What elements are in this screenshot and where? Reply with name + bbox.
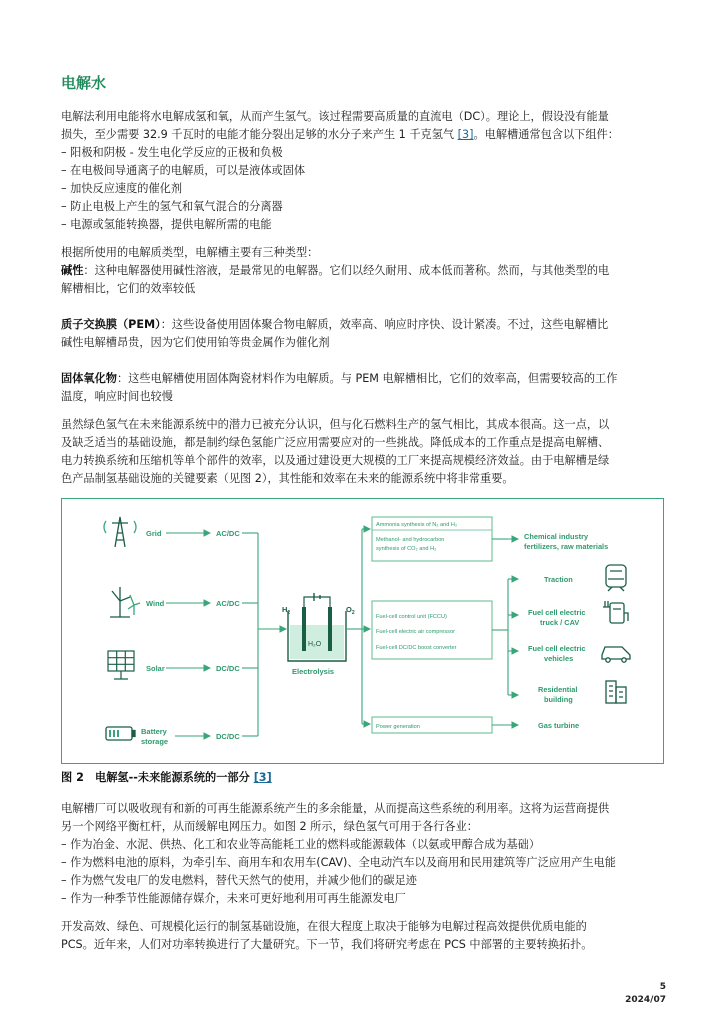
component-item: – 阳极和阴极 - 发生电化学反应的正极和负极	[61, 146, 283, 159]
usage-item: – 作为冶金、水泥、供热、化工和农业等高能耗工业的燃料或能源载体（以氨或甲醇合成为基础）	[61, 838, 541, 851]
intro-line: 电解法利用电能将水电解成氢和氧，从而产生氢气。该过程需要高质量的直流电（DC）。理论上，假设没有能量	[61, 110, 609, 123]
figure-caption	[61, 769, 272, 785]
outlook-line: 电力转换系统和压缩机等单个部件的效率，以及通过建设更大规模的工厂来提高规模经济效益。由于电解槽是绿	[61, 454, 610, 467]
source-grid-label: Grid	[146, 529, 162, 538]
types-intro: 根据所使用的电解质类型，电解槽主要有三种类型：	[61, 246, 319, 259]
methanol-synthesis-label: Methanol- and hydrocarbon	[376, 537, 445, 543]
solid-oxide-line	[61, 370, 667, 388]
component-item: – 电源或氢能转换器，提供电解所需的电能	[61, 218, 272, 231]
caption-reference-link[interactable]: [3]	[253, 771, 272, 784]
page-footer	[625, 981, 666, 1007]
pem-line: 碱性电解槽昂贵，因为它们使用铂等贵金属作为催化剂	[61, 336, 330, 349]
electrolysis-label: Electrolysis	[292, 667, 335, 676]
usage-item: – 作为一种季节性能源储存媒介，未来可更好地利用可再生能源发电厂	[61, 892, 406, 905]
fuelcell-item-label: Fuel-cell DC/DC boost converter	[376, 645, 457, 651]
outlook-paragraph	[61, 416, 667, 488]
electrolysis-cell-icon	[288, 593, 346, 661]
wind-turbine-icon	[110, 587, 140, 617]
usage-item: – 作为燃料电池的原料，为牵引车、商用车和农用车(CAV)、全电动汽车以及商用和民用建筑等广泛应用产生电能	[61, 856, 616, 869]
h2o-label: H₂O	[308, 641, 322, 648]
ammonia-synthesis-label: Ammonia synthesis of N₂ and H₂	[376, 522, 458, 528]
h2-label: $H_2$	[282, 605, 291, 616]
outlook-line: 色产品制氢基础设施的关键要素（见图 2），其性能和效率在未来的能源系统中将非常重要。	[61, 472, 514, 485]
traction-label: Traction	[544, 575, 573, 584]
converter-label: DC/DC	[216, 732, 240, 741]
closing-line: PCS。近年来，人们对功率转换进行了大量研究。下一节，我们将研究考虑在 PCS 中部署的主要转换拓扑。	[61, 938, 593, 951]
usage-paragraph	[61, 800, 667, 908]
fuelcell-item-label: Fuel-cell electric air compressor	[376, 629, 455, 635]
usage-line: 电解槽厂可以吸收现有和新的可再生能源系统产生的多余能量，从而提高这些系统的利用率。这将为运营商提供	[61, 802, 610, 815]
building-icon	[606, 681, 626, 703]
pem-text: ：这些设备使用固体聚合物电解质，效率高、响应时序快、设计紧凑。不过，这些电解槽比	[160, 318, 609, 331]
closing-paragraph	[61, 918, 667, 954]
converter-label: AC/DC	[216, 529, 240, 538]
outlook-line: 虽然绿色氢气在未来能源系统中的潜力已被充分认识，但与化石燃料生产的氢气相比，其成本很高。这一点，以	[61, 418, 610, 431]
component-item: – 防止电极上产生的氢气和氧气混合的分离器	[61, 200, 283, 213]
car-icon	[602, 647, 630, 662]
fuelcell-vehicles-label: vehicles	[544, 654, 574, 663]
alkaline-line: 解槽相比，它们的效率较低	[61, 282, 196, 295]
train-icon	[606, 565, 626, 591]
intro-text: 。电解槽通常包含以下组件：	[473, 128, 619, 141]
usage-item: – 作为燃气发电厂的发电燃料，替代天然气的使用，并减少他们的碳足迹	[61, 874, 417, 887]
publication-date: 2024/07	[625, 995, 666, 1005]
hydrogen-system-diagram	[61, 498, 664, 764]
residential-building-label: building	[544, 695, 573, 704]
component-item: – 加快反应速度的催化剂	[61, 182, 183, 195]
source-battery-label: storage	[141, 737, 169, 746]
battery-icon	[106, 727, 135, 740]
source-solar-label: Solar	[146, 664, 165, 673]
outlook-line: 及缺乏适当的基础设施，都是制约绿色氢能广泛应用需要应对的一些挑战。降低成本的工作重点是提高电解槽、	[61, 436, 610, 449]
gas-turbine-label: Gas turbine	[538, 721, 580, 730]
intro-line	[61, 126, 667, 144]
intro-paragraph	[61, 108, 667, 234]
section-title: 电解水	[61, 74, 107, 92]
alkaline-line	[61, 262, 667, 280]
intro-text: 损失，至少需要 32.9 千瓦时的电能才能分裂出足够的水分子来产生 1 千克氢气	[61, 128, 458, 141]
solar-panel-icon	[108, 651, 134, 679]
reference-link[interactable]: [3]	[457, 128, 474, 141]
charging-truck-icon	[603, 601, 628, 623]
o2-label: $O_2$	[346, 605, 355, 616]
fuelcell-item-label: Fuel-cell control unit (FCCU)	[376, 614, 447, 620]
alkaline-text: ：这种电解器使用碱性溶液，是最常见的电解器。它们以经久耐用、成本低而著称。然而，与其他类型的电	[83, 264, 610, 277]
fuelcell-truck-label: truck / CAV	[540, 618, 580, 627]
pem-term: 质子交换膜（PEM）	[61, 318, 161, 331]
chemical-industry-label: fertilizers, raw materials	[524, 542, 609, 551]
solid-oxide-term: 固体氧化物	[61, 372, 117, 385]
closing-line: 开发高效、绿色、可规模化运行的制氢基础设施，在很大程度上取决于能够为电解过程高效提供优质电能的	[61, 920, 587, 933]
pem-line	[61, 316, 667, 334]
fuelcell-vehicles-label: Fuel cell electric	[528, 644, 586, 653]
caption-text: 图 2 电解氢--未来能源系统的一部分	[61, 771, 254, 784]
types-section	[61, 244, 667, 406]
source-wind-label: Wind	[146, 599, 165, 608]
fuelcell-truck-label: Fuel cell electric	[528, 608, 586, 617]
converter-label: DC/DC	[216, 664, 240, 673]
solid-oxide-text: ：这些电解槽使用固体陶瓷材料作为电解质。与 PEM 电解槽相比，它们的效率高，但需要较高的工作	[116, 372, 618, 385]
source-battery-label: Battery	[141, 727, 167, 736]
power-generation-label: Power generation	[376, 724, 420, 730]
alkaline-term: 碱性	[61, 264, 84, 277]
methanol-synthesis-label: synthesis of CO₂ and H₂	[376, 546, 437, 552]
component-item: – 在电极间导通离子的电解质，可以是液体或固体	[61, 164, 306, 177]
usage-line: 另一个网络平衡杠杆，从而缓解电网压力。如图 2 所示，绿色氢气可用于各行各业：	[61, 820, 478, 833]
chemical-industry-label: Chemical industry	[524, 532, 589, 541]
residential-building-label: Residential	[538, 685, 578, 694]
page-number: 5	[659, 982, 666, 992]
converter-label: AC/DC	[216, 599, 240, 608]
solid-oxide-line: 温度，响应时间也较慢	[61, 390, 173, 403]
transmission-tower-icon	[104, 517, 136, 547]
